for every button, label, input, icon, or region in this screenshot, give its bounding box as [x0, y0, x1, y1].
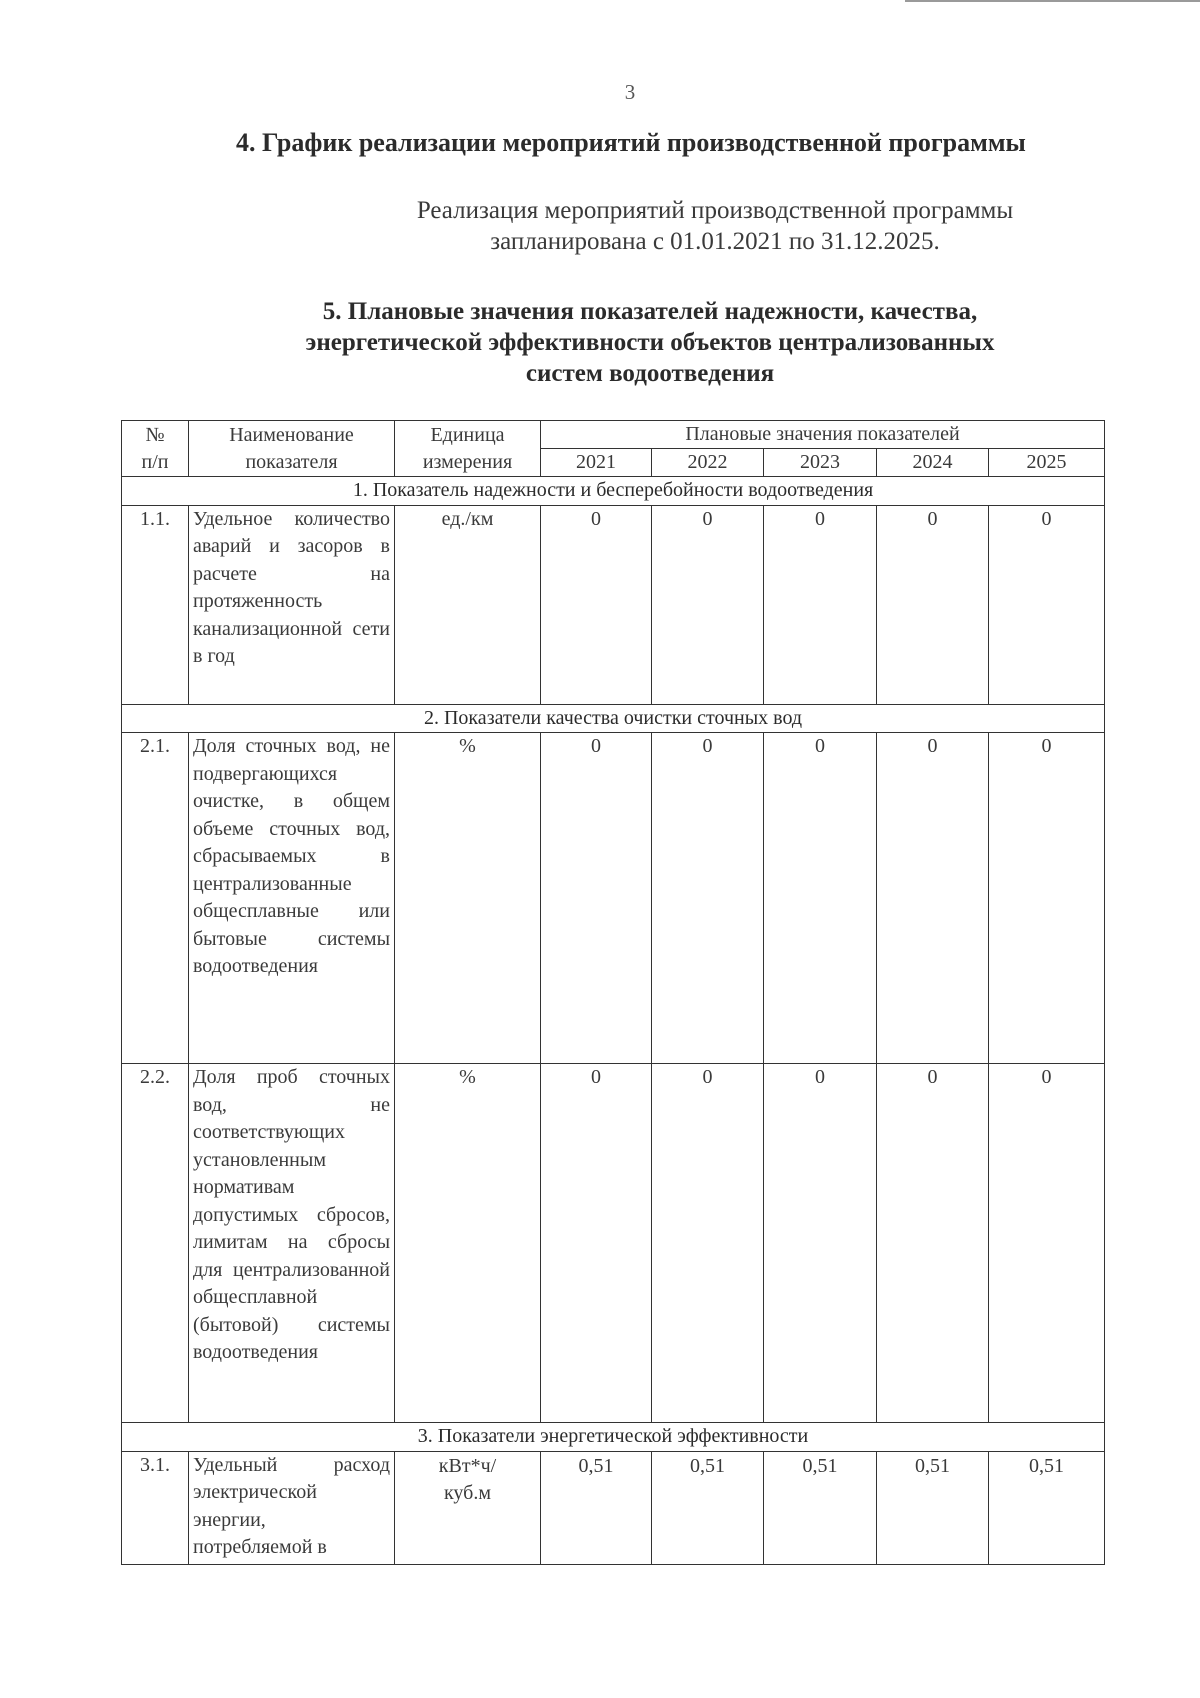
section-4-text-line-2: запланирована с 01.01.2021 по 31.12.2025.: [490, 228, 940, 255]
section-title-2: 2. Показатели качества очистки сточных вод: [122, 704, 1105, 733]
row-name: Доля проб сточных вод, не соответствующих установленным нормативам допустимых сбросов, лимитам на сбросы для централизованной общесплавной (бытовой) системы водоотведения: [189, 1064, 395, 1423]
row-num: 3.1.: [122, 1451, 189, 1564]
header-year-2021: 2021: [541, 449, 652, 477]
header-name-line-1: Наименование: [229, 423, 354, 446]
section-5-heading-line-3: систем водоотведения: [525, 360, 775, 387]
row-unit: %: [395, 1064, 541, 1423]
section-row-3: [122, 1423, 1105, 1452]
header-num-line-2: п/п: [141, 450, 169, 473]
row-name: Доля сточных вод, не подвергающихся очистке, в общем объеме сточных вод, сбрасываемых в централизованные общесплавные или бытовые системы водоотведения: [189, 733, 395, 1064]
row-value-2024: 0: [877, 1064, 989, 1423]
row-num: 2.2.: [122, 1064, 189, 1423]
table-row: [122, 505, 1105, 704]
row-value-2023: 0: [764, 1064, 877, 1423]
row-value-2022: 0: [652, 1064, 764, 1423]
section-title-3: 3. Показатели энергетической эффективности: [122, 1423, 1105, 1452]
header-unit-line-1: Единица: [430, 423, 505, 446]
header-year-2024: 2024: [877, 449, 989, 477]
row-value-2025: 0: [989, 1064, 1105, 1423]
section-title-1: 1. Показатель надежности и бесперебойности водоотведения: [122, 477, 1105, 506]
row-value-2025: 0: [989, 505, 1105, 704]
row-value-2023: 0,51: [764, 1451, 877, 1564]
section-5-heading-line-2: энергетической эффективности объектов централизованных: [305, 329, 995, 356]
row-unit-line-1: кВт*ч/: [438, 1454, 497, 1477]
section-row-2: [122, 704, 1105, 733]
row-value-2024: 0,51: [877, 1451, 989, 1564]
header-num-line-1: №: [145, 423, 165, 446]
header-unit-line-2: измерения: [422, 450, 513, 473]
row-unit-line-2: куб.м: [443, 1482, 491, 1504]
row-num: 1.1.: [122, 505, 189, 704]
row-value-2023: 0: [764, 505, 877, 704]
row-value-2021: 0: [541, 1064, 652, 1423]
header-planned-values: Плановые значения показателей: [541, 421, 1105, 449]
table-row: [122, 733, 1105, 1064]
row-num: 2.1.: [122, 733, 189, 1064]
header-year-2022: 2022: [652, 449, 764, 477]
row-value-2022: 0: [652, 505, 764, 704]
row-value-2025: 0: [989, 733, 1105, 1064]
section-5-heading: [210, 296, 1090, 389]
row-value-2024: 0: [877, 733, 989, 1064]
header-unit: [395, 421, 541, 477]
table-row: [122, 1451, 1105, 1564]
row-unit: [395, 1451, 541, 1564]
row-value-2021: 0: [541, 733, 652, 1064]
row-value-2025: 0,51: [989, 1451, 1105, 1564]
indicators-table: [121, 420, 1105, 1565]
row-name: Удельный расход электрической энергии, потребляемой в: [189, 1451, 395, 1564]
top-edge-line: [905, 0, 1200, 2]
row-unit: ед./км: [395, 505, 541, 704]
row-name: Удельное количество аварий и засоров в расчете на протяженность канализационной сети в год: [189, 505, 395, 704]
header-name-line-2: показателя: [245, 450, 338, 473]
header-num: [122, 421, 189, 477]
row-unit: %: [395, 733, 541, 1064]
header-row-1: [122, 421, 1105, 449]
section-row-1: [122, 477, 1105, 506]
header-year-2025: 2025: [989, 449, 1105, 477]
row-value-2021: 0: [541, 505, 652, 704]
row-value-2022: 0,51: [652, 1451, 764, 1564]
row-value-2022: 0: [652, 733, 764, 1064]
section-4-text: [280, 195, 1150, 257]
section-4-heading: 4. График реализации мероприятий производственной программы: [236, 128, 1026, 157]
header-name: [189, 421, 395, 477]
row-value-2023: 0: [764, 733, 877, 1064]
header-year-2023: 2023: [764, 449, 877, 477]
row-value-2024: 0: [877, 505, 989, 704]
section-5-heading-line-1: 5. Плановые значения показателей надежности, качества,: [322, 298, 978, 325]
page-number: 3: [624, 80, 636, 104]
table-row: [122, 1064, 1105, 1423]
section-4-text-line-1: Реализация мероприятий производственной программы: [416, 197, 1014, 224]
row-value-2021: 0,51: [541, 1451, 652, 1564]
